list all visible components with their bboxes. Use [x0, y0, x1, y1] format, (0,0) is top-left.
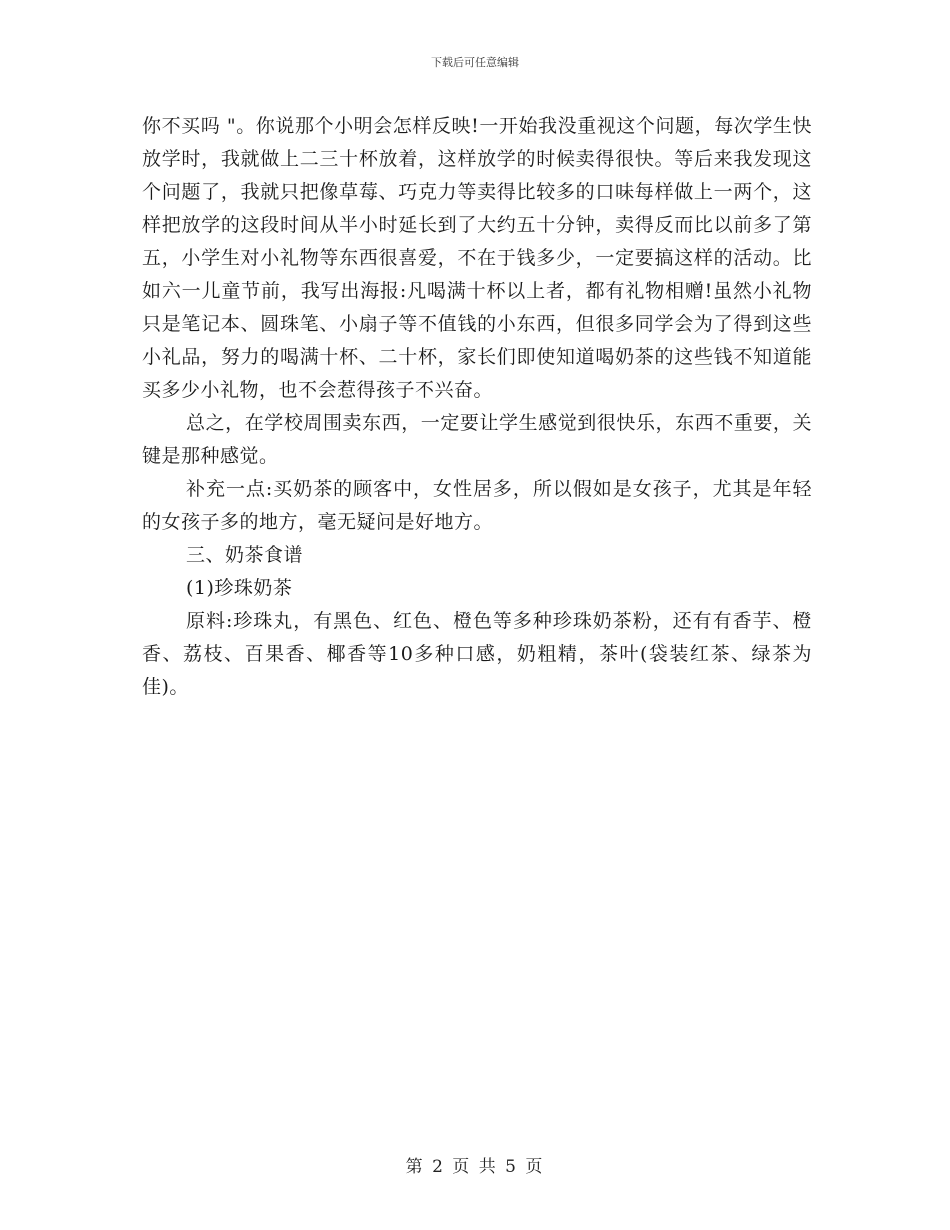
- paragraph-ingredients: 原料:珍珠丸，有黑色、红色、橙色等多种珍珠奶茶粉，还有有香芋、橙香、荔枝、百果香、椰香等10多种口感，奶粗精，茶叶(袋装红茶、绿茶为佳)。: [142, 610, 812, 698]
- paragraph-summary: 总之，在学校周围卖东西，一定要让学生感觉到很快乐，东西不重要，关键是那种感觉。: [142, 412, 812, 467]
- subsection-heading: (1)珍珠奶茶: [186, 577, 293, 599]
- paragraph-supplement: 补充一点:买奶茶的顾客中，女性居多，所以假如是女孩子，尤其是年轻的女孩子多的地方，毫无疑问是好地方。: [142, 478, 812, 533]
- paragraph-continued: 你不买吗 "。你说那个小明会怎样反映!一开始我没重视这个问题，每次学生快放学时，我就做上二三十杯放着，这样放学的时候卖得很快。等后来我发现这个问题了，我就只把像草莓、巧克力等卖得比较多的口味每样做上一两个，这样把放学的这段时间从半小时延长到了大约五十分钟，卖得反而比以前多了第五，小学生对小礼物等东西很喜爱，不在于钱多少，一定要搞这样的活动。比如六一儿童节前，我写出海报:凡喝满十杯以上者，都有礼物相赠!虽然小礼物只是笔记本、圆珠笔、小扇子等不值钱的小东西，但很多同学会为了得到这些小礼品，努力的喝满十杯、二十杯，家长们即使知道喝奶茶的这些钱不知道能买多少小礼物，也不会惹得孩子不兴奋。: [142, 115, 812, 401]
- page-number: 第 2 页 共 5 页: [405, 1157, 545, 1177]
- section-heading: 三、奶茶食谱: [186, 544, 304, 566]
- page-header: 下载后可任意编辑: [431, 56, 519, 69]
- document-body: [142, 110, 812, 704]
